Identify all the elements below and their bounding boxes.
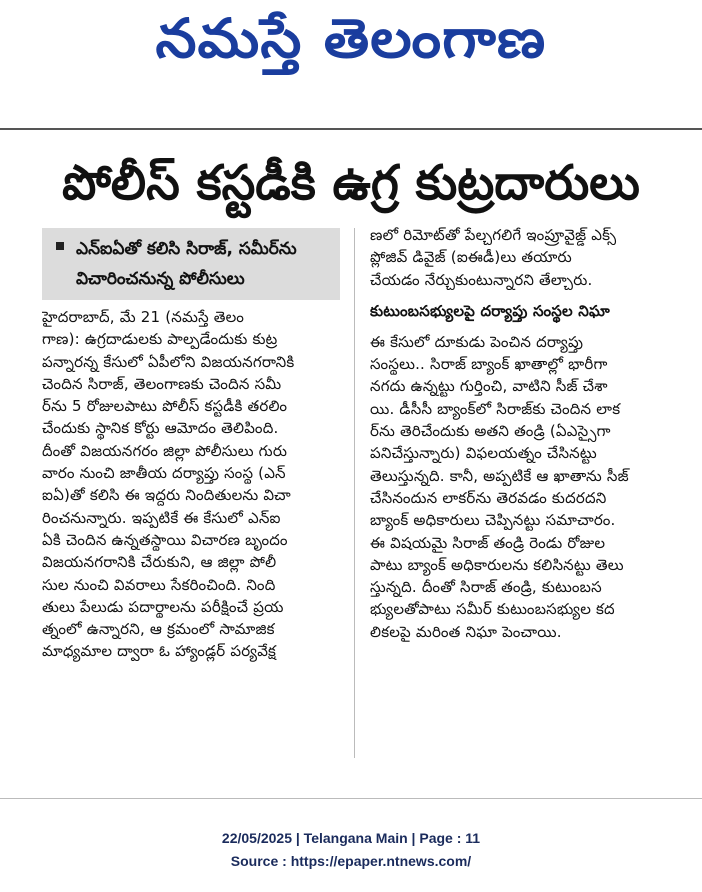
masthead-dateline-strip [40, 94, 600, 106]
column-divider [354, 228, 355, 758]
subhead-box [42, 228, 340, 300]
body-line: చేయడం నేర్చుకుంటున్నారని తేల్చారు. [370, 270, 593, 289]
body-line: ఈ కేసులో దూకుడు పెంచిన దర్యాప్తు [370, 332, 584, 351]
body-line: యి. డీసీసీ బ్యాంక్‌లో సిరాజ్‌కు చెందిన లాక [370, 399, 621, 418]
body-line: పన్నారన్న కేసులో ఏపీలోని విజయనగరానికి [42, 352, 295, 371]
spacer [370, 323, 668, 331]
body-line: దీంతో విజయనగరం జిల్లా పోలీసులు గురు [42, 441, 288, 460]
masthead [0, 0, 702, 80]
body-line: ర్‌ను తెరిచేందుకు అతని తండ్రి (ఏఎస్సైగా [370, 422, 611, 441]
body-line: తులు పేలుడు పదార్థాలను పరీక్షించే ప్రయ [42, 597, 284, 616]
body-line: మాధ్యమాల ద్వారా ఓ హ్యాండ్లర్ పర్యవేక్ష [42, 642, 277, 661]
body-line: రించనున్నారు. ఇప్పటికే ఈ కేసులో ఎన్ఐ [42, 508, 281, 527]
body-line: ఏకి చెందిన ఉన్నతస్థాయి విచారణ బృందం [42, 530, 288, 549]
body-line: త్నంలో ఉన్నారని, ఆ క్రమంలో సామాజిక [42, 620, 275, 639]
footer-source: Source : https://epaper.ntnews.com/ [230, 853, 472, 869]
body-line: లికలపై మరింత నిఘా పెంచాయి. [370, 622, 562, 641]
body-line: తెలుస్తున్నది. కానీ, అప్పటికే ఆ ఖాతాను సీజ్ [370, 466, 629, 485]
body-line: ఐఏ)తో కలిసి ఈ ఇద్దరు నిందితులను విచా [42, 486, 291, 505]
body-line: వారం నుంచి జాతీయ దర్యాప్తు సంస్థ (ఎన్ [42, 464, 286, 483]
body-line: పాటు బ్యాంక్ అధికారులను కలిసినట్టు తెలు [370, 555, 624, 574]
body-line: పనిచేస్తున్నారు) విఫలయత్నం చేసినట్టు [370, 444, 597, 463]
body-line: ణలో రిమోట్‌తో పేల్చగలిగే ఇంప్రూవైజ్డ్ ఎక్స్ [370, 226, 617, 244]
body-line: సంస్థలు.. సిరాజ్ బ్యాంక్ ఖాతాల్లో భారీగా [370, 355, 608, 374]
footer-divider [0, 798, 702, 799]
body-line: నగదు ఉన్నట్టు గుర్తించి, వాటిని సీజ్ చేశా [370, 377, 608, 396]
article-headline: పోలీస్ కస్టడీకి ఉగ్ర కుట్రదారులు [62, 155, 640, 211]
section-heading: కుటుంబసభ్యులపై దర్యాప్తు సంస్థల నిఘా [370, 301, 610, 320]
body-line: ఈ విషయమై సిరాజ్ తండ్రి రెండు రోజుల [370, 533, 606, 552]
subhead-line: ఎన్ఐఏతో కలిసి సిరాజ్, సమీర్‌ను [76, 239, 297, 259]
body-line: స్తున్నది. దీంతో సిరాజ్ తండ్రి, కుటుంబస [370, 578, 602, 597]
masthead-logo: నమస్తే తెలంగాణ [155, 7, 547, 70]
body-line: చేందుకు స్థానిక కోర్టు ఆమోదం తెలిపింది. [42, 419, 279, 438]
right-column [370, 224, 668, 643]
footer-date-page: 22/05/2025 | Telangana Main | Page : 11 [221, 830, 481, 846]
body-line: చెందిన సిరాజ్, తెలంగాణకు చెందిన సమీ [42, 374, 282, 393]
body-line: సుల నుంచి వివరాలు సేకరించింది. నింది [42, 575, 276, 594]
body-line: హైదరాబాద్, మే 21 (నమస్తే తెలం [42, 308, 245, 326]
body-line: గాణ): ఉగ్రదాడులకు పాల్పడేందుకు కుట్ర [42, 330, 278, 349]
body-line: చేసినందున లాకర్‌ను తెరవడం కుదరదని [370, 488, 607, 507]
body-line: ర్‌ను 5 రోజులపాటు పోలీస్ కస్టడీకి తరలిం [42, 397, 288, 416]
body-line: ప్లోజివ్ డివైజ్ (ఐఈడీ)లు తయారు [370, 248, 572, 267]
spacer [370, 291, 668, 299]
subhead-line: విచారించనున్న పోలీసులు [76, 269, 245, 289]
body-line: బ్యాంక్ అధికారులు చెప్పినట్టు సమాచారం. [370, 511, 616, 530]
body-line: విజయనగరానికి చేరుకుని, ఆ జిల్లా పోలీ [42, 553, 277, 572]
body-line: భ్యులతోపాటు సమీర్ కుటుంబసభ్యుల కద [370, 600, 615, 619]
square-bullet-icon [56, 242, 64, 250]
left-column [42, 306, 340, 663]
masthead-divider [0, 128, 702, 130]
